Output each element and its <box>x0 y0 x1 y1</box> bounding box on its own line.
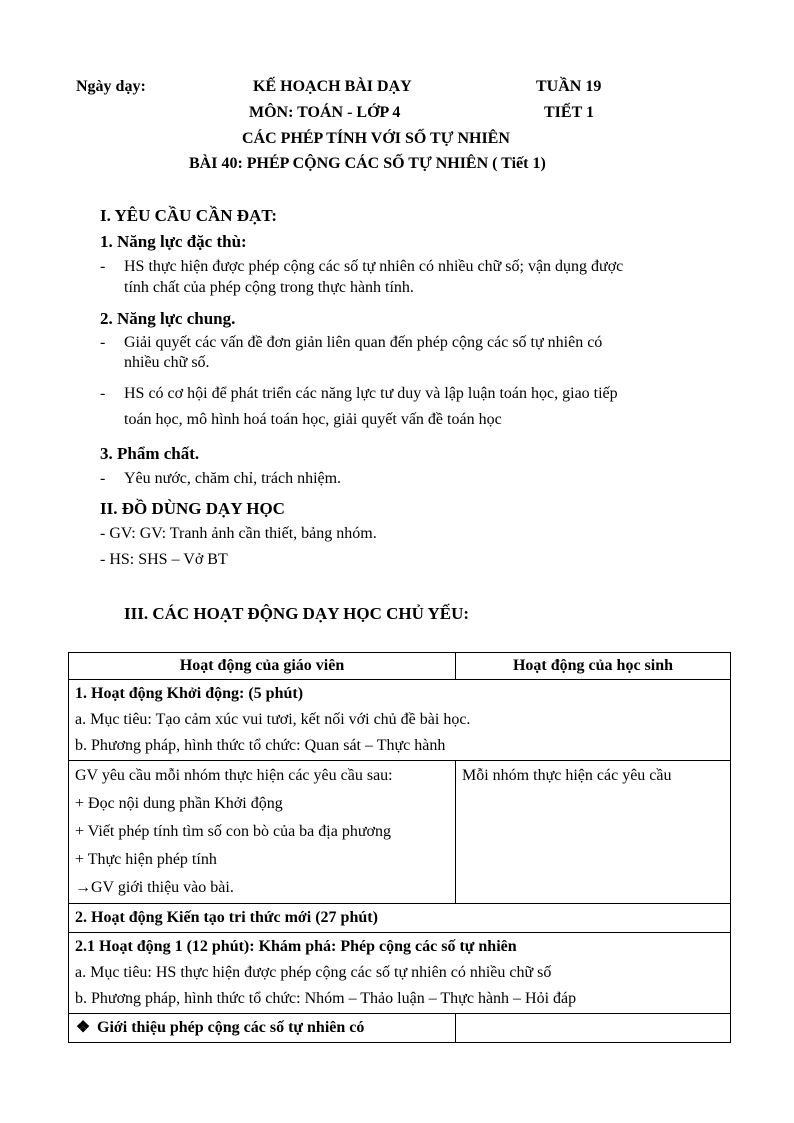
subsection-1-title: 1. Năng lực đặc thù: <box>100 232 247 251</box>
activity-2-title: 2. Hoạt động Kiến tạo tri thức mới (27 phút) <box>75 909 378 926</box>
section-3-title: III. CÁC HOẠT ĐỘNG DẠY HỌC CHỦ YẾU: <box>124 604 470 623</box>
table-row <box>69 680 731 761</box>
plan-title: KẾ HOẠCH BÀI DẠY <box>253 78 412 95</box>
subject-label: MÔN: TOÁN - LỚP 4 <box>249 104 401 121</box>
table-row <box>69 904 731 933</box>
activity-1-method: b. Phương pháp, hình thức tổ chức: Quan sát – Thực hành <box>75 737 446 754</box>
student-column-header: Hoạt động của học sinh <box>456 653 731 680</box>
materials-hs: - HS: SHS – Vở BT <box>100 551 228 568</box>
activity-1-goal: a. Mục tiêu: Tạo cảm xúc vui tươi, kết nối với chủ đề bài học. <box>75 711 471 728</box>
table-row <box>69 761 731 904</box>
table-header-row <box>69 653 731 680</box>
empty-student-cell <box>456 1014 731 1043</box>
gv-line-3: + Viết phép tính tìm số con bò của ba địa phương <box>75 823 391 840</box>
lesson-title: BÀI 40: PHÉP CỘNG CÁC SỐ TỰ NHIÊN ( Tiết 1) <box>189 155 546 172</box>
activities-table <box>68 652 731 1043</box>
week-label: TUẦN 19 <box>536 78 602 95</box>
activity-1-title: 1. Hoạt động Khởi động: (5 phút) <box>75 685 304 702</box>
period-label: TIẾT 1 <box>544 104 594 121</box>
sub2-item2-line2: toán học, mô hình hoá toán học, giải quyết vấn đề toán học <box>124 411 502 428</box>
dash-marker: - <box>100 385 106 402</box>
intro-item <box>75 1015 449 1041</box>
diamond-bullet-icon: ❖ <box>75 1019 91 1036</box>
gv-line-2: + Đọc nội dung phần Khởi động <box>75 795 283 812</box>
sub2-item1-line2: nhiều chữ số. <box>124 354 210 371</box>
sub2-item1-line1: Giải quyết các vấn đề đơn giản liên quan đến phép cộng các số tự nhiên có <box>124 334 603 351</box>
sub1-item1-line1: HS thực hiện được phép cộng các số tự nhiên có nhiều chữ số; vận dụng được <box>124 258 624 275</box>
gv-line-1: GV yêu cầu mỗi nhóm thực hiện các yêu cầu sau: <box>75 767 393 784</box>
dash-marker: - <box>100 470 106 487</box>
teacher-activity-cell <box>69 761 456 904</box>
student-activity-cell <box>456 761 731 904</box>
teacher-column-header: Hoạt động của giáo viên <box>69 653 456 680</box>
gv-line-4: + Thực hiện phép tính <box>75 851 217 868</box>
intro-text: Giới thiệu phép cộng các số tự nhiên có <box>97 1019 365 1036</box>
hs-line-1: Mỗi nhóm thực hiện các yêu cầu <box>462 767 672 784</box>
materials-gv: - GV: GV: Tranh ảnh cần thiết, bảng nhóm. <box>100 525 377 542</box>
activity-2-1-goal: a. Mục tiêu: HS thực hiện được phép cộng các số tự nhiên có nhiều chữ số <box>75 964 552 981</box>
topic-title: CÁC PHÉP TÍNH VỚI SỐ TỰ NHIÊN <box>242 130 510 147</box>
date-label: Ngày dạy: <box>76 78 146 95</box>
sub2-item2-line1: HS có cơ hội để phát triển các năng lực tư duy và lập luận toán học, giao tiếp <box>124 385 618 402</box>
table-row <box>69 933 731 1014</box>
section-2-title: II. ĐỒ DÙNG DẠY HỌC <box>100 499 285 518</box>
table-row <box>69 1014 731 1043</box>
subsection-2-title: 2. Năng lực chung. <box>100 309 236 328</box>
section-1-title: I. YÊU CẦU CẦN ĐẠT: <box>100 206 278 225</box>
gv-line-5: →GV giới thiệu vào bài. <box>75 879 234 896</box>
activity-2-1-title: 2.1 Hoạt động 1 (12 phút): Khám phá: Phép cộng các số tự nhiên <box>75 938 517 955</box>
sub3-item1: Yêu nước, chăm chỉ, trách nhiệm. <box>124 470 342 487</box>
dash-marker: - <box>100 334 106 351</box>
activity-2-1-method: b. Phương pháp, hình thức tổ chức: Nhóm – Thảo luận – Thực hành – Hỏi đáp <box>75 990 577 1007</box>
dash-marker: - <box>100 258 106 275</box>
sub1-item1-line2: tính chất của phép cộng trong thực hành tính. <box>124 279 414 296</box>
subsection-3-title: 3. Phẩm chất. <box>100 444 200 463</box>
